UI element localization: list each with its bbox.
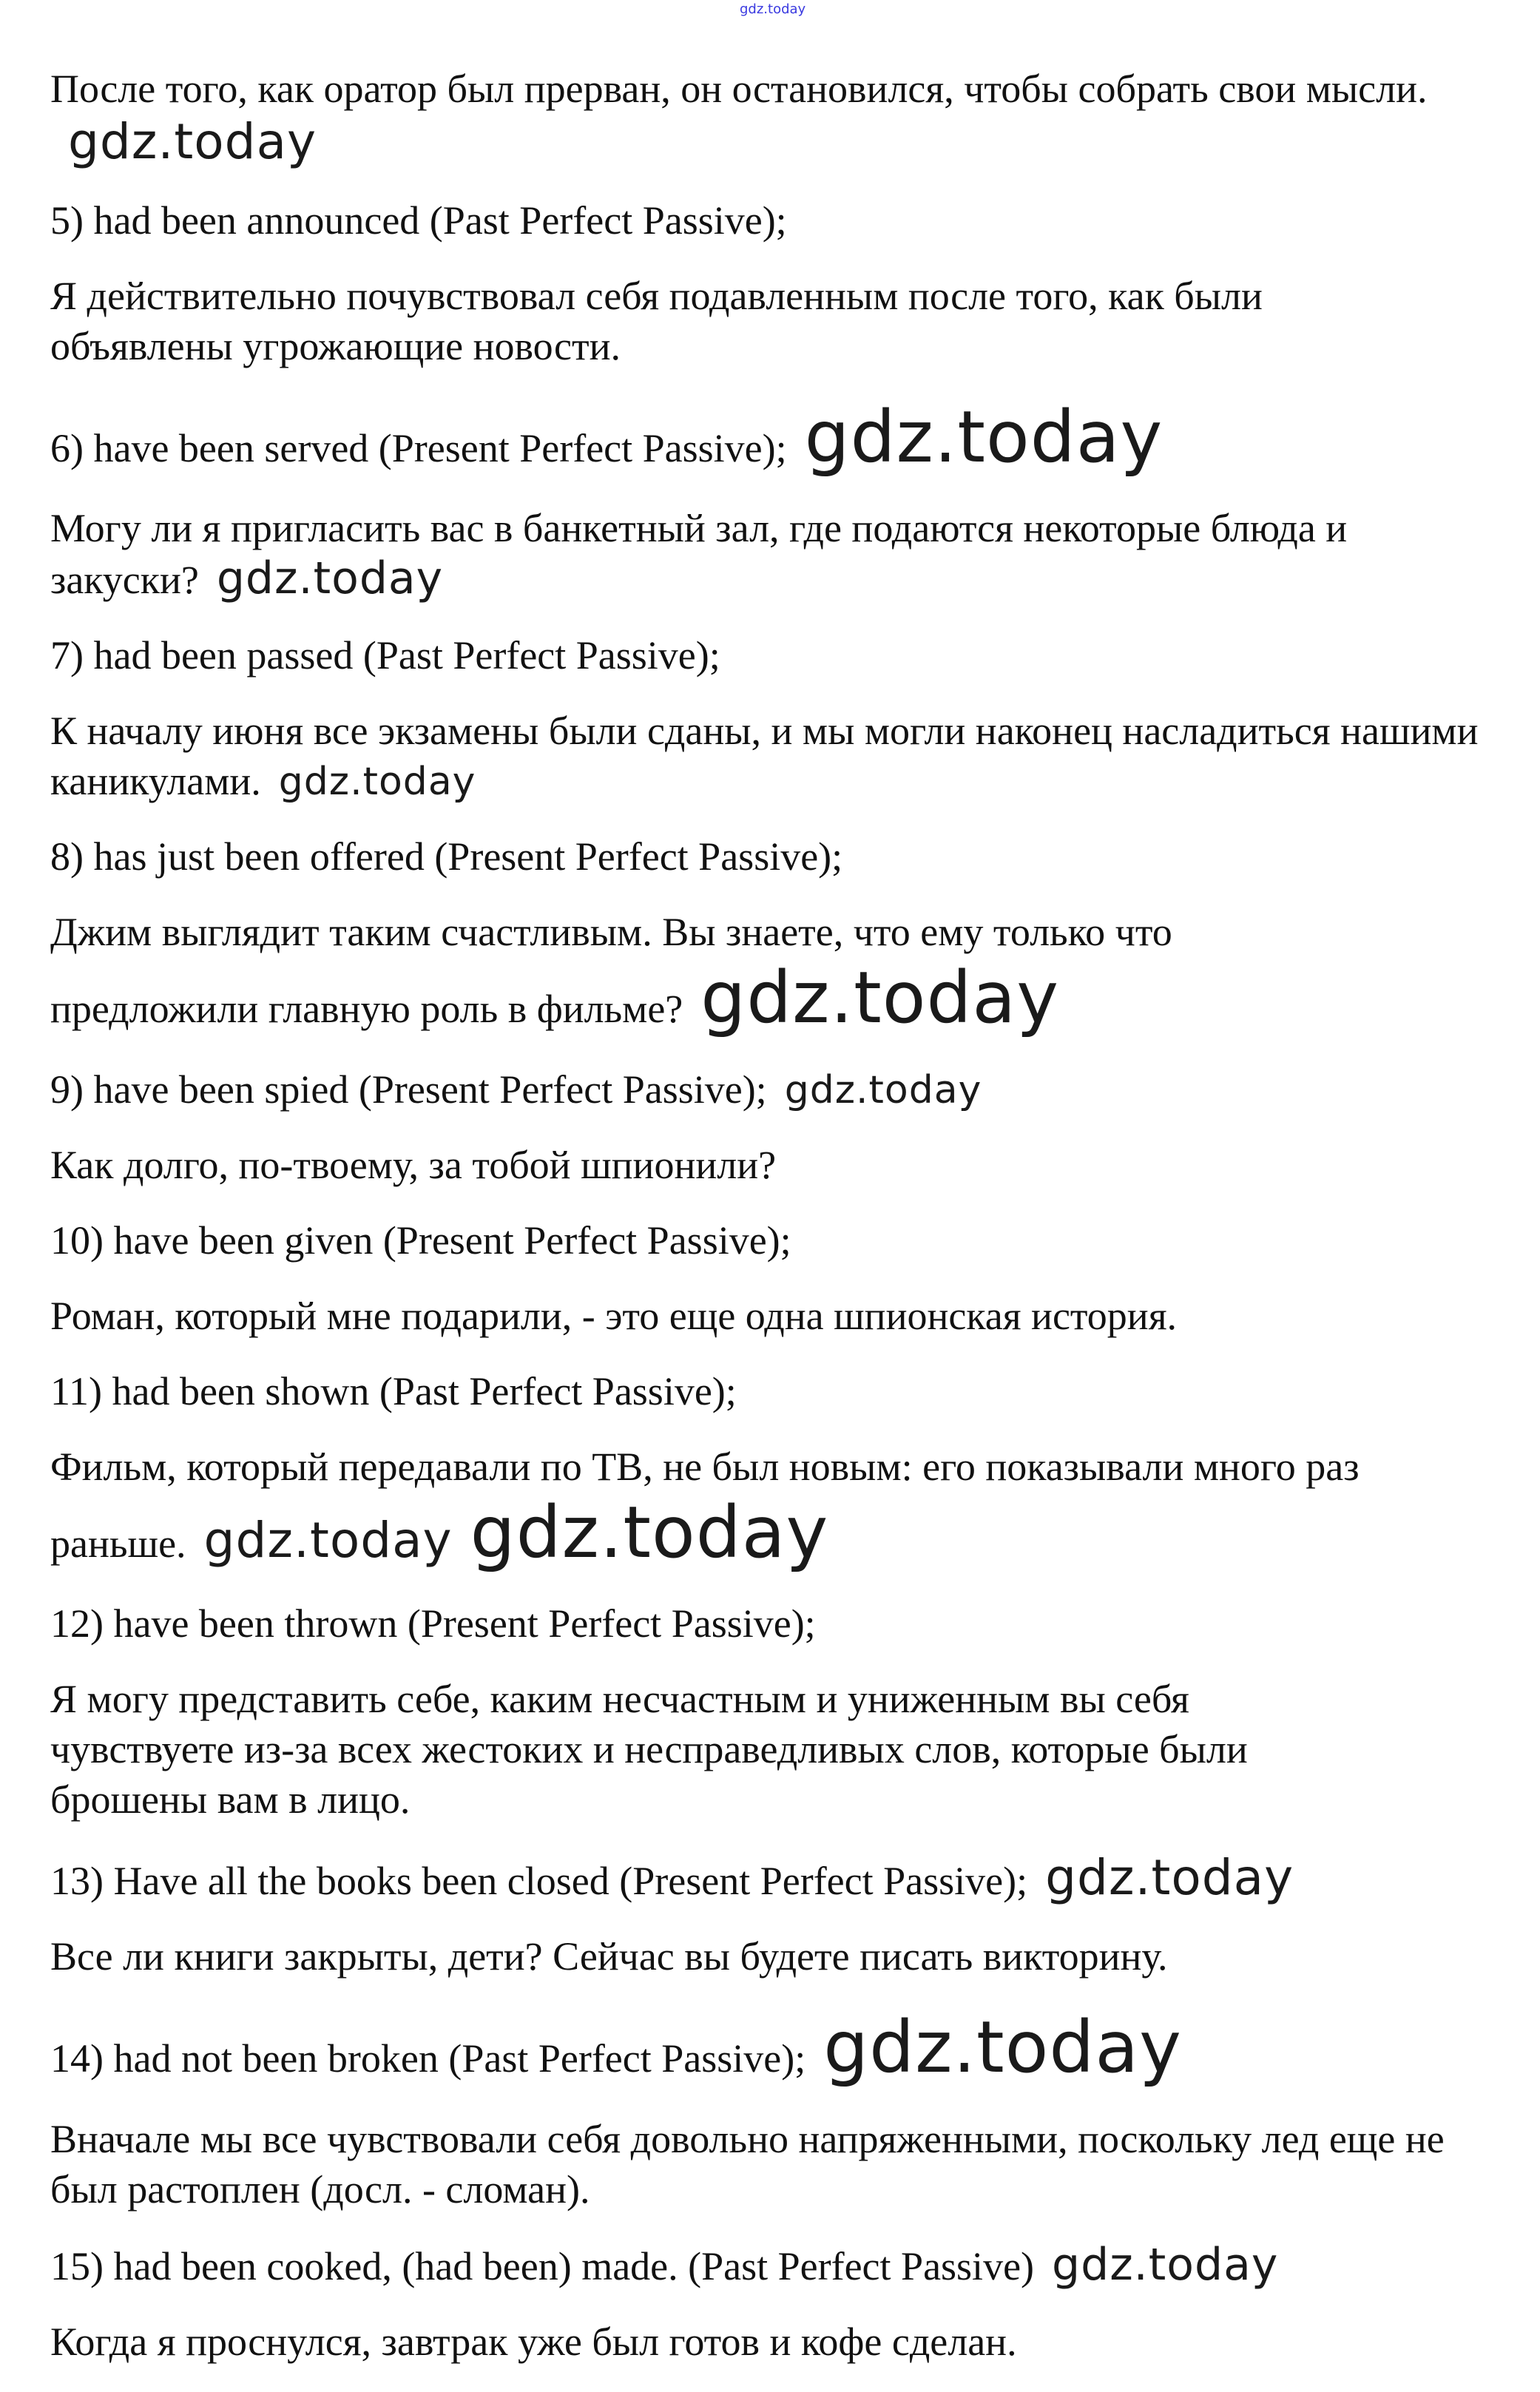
- document-body: [50, 64, 1500, 2392]
- translation-text: Я могу представить себе, каким несчастным и униженным вы себя чувствуете из-за всех жестоких и несправедливых слов, которые были брошены вам в лицо.: [50, 1677, 1248, 1822]
- watermark: gdz.today: [278, 760, 476, 805]
- watermark: gdz.today: [216, 553, 444, 605]
- answer-line: 9) have been spied (Present Perfect Passive);: [50, 1067, 767, 1112]
- answer-line: 13) Have all the books been closed (Present Perfect Passive);: [50, 1859, 1028, 1904]
- watermark: gdz.today: [784, 1067, 982, 1112]
- translation-text: Фильм, который передавали по ТВ, не был новым: его показывали много раз раньше.: [50, 1444, 1360, 1566]
- translation-text: Как долго, по-твоему, за тобой шпионили?: [50, 1142, 777, 1187]
- translation-text: Роман, который мне подарили, - это еще одна шпионская история.: [50, 1293, 1178, 1338]
- watermark: gdz.today: [804, 396, 1164, 479]
- watermark: gdz.today: [68, 113, 317, 170]
- answer-line: 12) have been thrown (Present Perfect Passive);: [50, 1601, 816, 1646]
- watermark: gdz.today: [203, 1511, 453, 1569]
- watermark: gdz.today: [823, 2006, 1182, 2089]
- watermark: gdz.today: [1052, 2238, 1279, 2291]
- translation-text: Когда я проснулся, завтрак уже был готов и кофе сделан.: [50, 2319, 1017, 2364]
- answer-line: 15) had been cooked, (had been) made. (Past Perfect Passive): [50, 2243, 1035, 2288]
- answer-line: 5) had been announced (Past Perfect Passive);: [50, 198, 787, 243]
- answer-line: 11) had been shown (Past Perfect Passive);: [50, 1368, 737, 1413]
- answer-line: 14) had not been broken (Past Perfect Passive);: [50, 2036, 806, 2081]
- translation-text: После того, как оратор был прерван, он остановился, чтобы собрать свои мысли.: [50, 67, 1428, 111]
- translation-text: Я действительно почувствовал себя подавленным после того, как были объявлены угрожающие новости.: [50, 274, 1263, 368]
- watermark-top: gdz.today: [740, 1, 806, 17]
- translation-text: Вначале мы все чувствовали себя довольно напряженными, поскольку лед еще не был растоплен (досл. - сломан).: [50, 2116, 1445, 2212]
- translation-text: Могу ли я пригласить вас в банкетный зал, где подаются некоторые блюда и закуски?: [50, 506, 1348, 603]
- translation-text: Джим выглядит таким счастливым. Вы знаете, что ему только что предложили главную роль в фильме?: [50, 910, 1172, 1032]
- translation-text: Все ли книги закрыты, дети? Сейчас вы будете писать викторину.: [50, 1934, 1168, 1979]
- answer-line: 6) have been served (Present Perfect Passive);: [50, 426, 787, 470]
- translation-text: К началу июня все экзамены были сданы, и мы могли наконец насладиться нашими каникулами.: [50, 709, 1479, 804]
- watermark: gdz.today: [1045, 1849, 1294, 1907]
- watermark: gdz.today: [470, 1490, 829, 1574]
- answer-line: 8) has just been offered (Present Perfect Passive);: [50, 834, 843, 879]
- answer-line: 7) had been passed (Past Perfect Passive);: [50, 633, 720, 678]
- watermark: gdz.today: [700, 956, 1060, 1040]
- answer-line: 10) have been given (Present Perfect Passive);: [50, 1217, 791, 1263]
